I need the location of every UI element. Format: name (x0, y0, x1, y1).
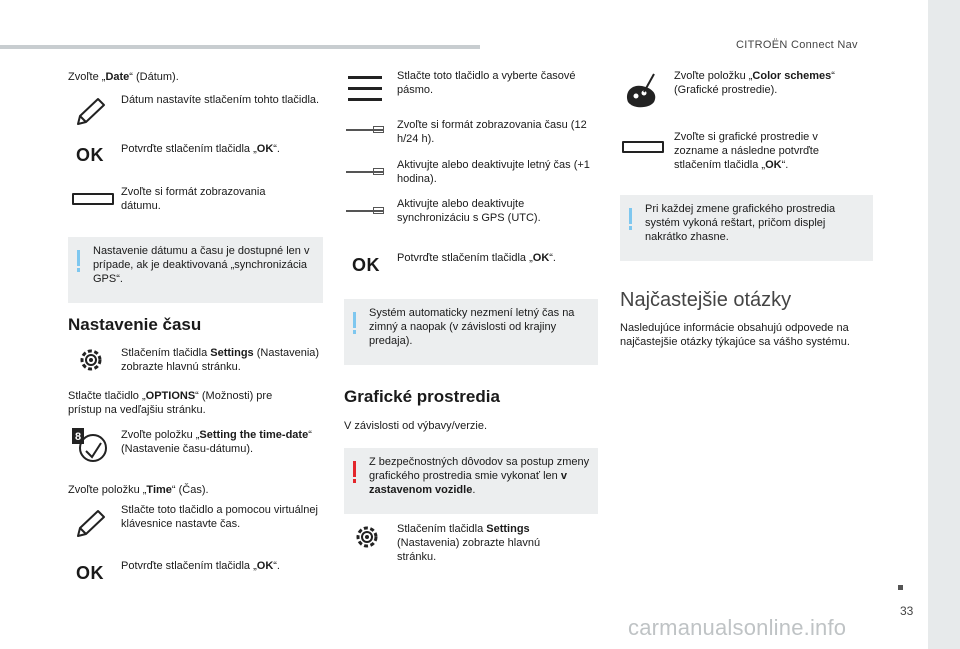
info-note-text: Nastavenie dátumu a času je dostupné len v prípade, ak je deaktivovaná „synchronizácia GPS“. (93, 245, 310, 285)
info-note-text: Pri každej zmene grafického prostredia systém vykoná reštart, pričom displej nakrátko zhasne. (645, 203, 836, 243)
info-note-dst (344, 299, 598, 365)
color-palette-icon (622, 72, 662, 112)
toggle-knob-icon (373, 126, 384, 133)
header-rule (0, 45, 480, 49)
toggle-bar-icon (72, 193, 114, 205)
warning-note (344, 448, 598, 514)
pencil-icon (74, 508, 108, 540)
warning-icon (353, 461, 356, 477)
info-note-gps (68, 237, 323, 303)
menu-list-icon (348, 76, 382, 101)
confirm-ok-text-2: Potvrďte stlačením tlačidla „OK“. (121, 560, 280, 572)
select-scheme-text: Zvoľte si grafické prostredie v zozname a následne potvrďte stlačením tlačidla „OK“. (674, 131, 819, 171)
setting-time-date-text: Zvoľte položku „Setting the time-date“ (Nastavenie času-dátumu). (121, 429, 312, 455)
info-icon (77, 250, 80, 266)
settings-gear-icon (352, 522, 382, 552)
section-heading-graphics: Grafické prostredia (344, 387, 500, 406)
info-icon (629, 208, 632, 224)
graphics-intro: V závislosti od výbavy/verzie. (344, 420, 488, 432)
ok-icon: OK (76, 563, 104, 583)
color-schemes-text: Zvoľte položku „Color schemes“ (Grafické prostredie). (674, 70, 835, 96)
timezone-text: Stlačte toto tlačidlo a vyberte časové pásmo. (397, 70, 576, 96)
section-heading-faq: Najčastejšie otázky (620, 289, 792, 311)
page-marker (898, 585, 903, 590)
toggle-bar-icon (622, 141, 664, 153)
confirm-ok-text-3: Potvrďte stlačením tlačidla „OK“. (397, 252, 556, 264)
summer-time-text: Aktivujte alebo deaktivujte letný čas (+1 hodina). (397, 159, 590, 185)
ok-icon: OK (352, 255, 380, 275)
options-text: Stlačte tlačidlo „OPTIONS“ (Možnosti) pre prístup na vedľajšiu stránku. (68, 390, 273, 416)
keyboard-time-text: Stlačte toto tlačidlo a pomocou virtuálnej klávesnice nastavte čas. (121, 504, 318, 530)
info-icon (353, 312, 356, 328)
toggle-knob-icon (373, 168, 384, 175)
info-note-restart (620, 195, 873, 261)
time-text: Zvoľte položku „Time“ (Čas). (68, 484, 209, 496)
warning-note-text: Z bezpečnostných dôvodov sa postup zmeny grafického prostredia smie vykonať len v zastavenom vozidle. (369, 456, 590, 496)
time-format-text: Zvoľte si formát zobrazovania času (12 h/24 h). (397, 119, 587, 145)
ok-icon: OK (76, 145, 104, 165)
toggle-knob-icon (373, 207, 384, 214)
section-heading-time: Nastavenie času (68, 315, 202, 334)
confirm-ok-text: Potvrďte stlačením tlačidla „OK“. (121, 143, 280, 155)
clock-settings-icon (70, 426, 110, 466)
brand-label: CITROËN Connect Nav (736, 39, 858, 51)
edit-date-text: Dátum nastavíte stlačením tohto tlačidla. (121, 94, 320, 106)
date-intro: Zvoľte „Date“ (Dátum). (68, 71, 179, 83)
settings-text: Stlačením tlačidla Settings (Nastavenia) zobrazte hlavnú stránku. (121, 347, 320, 373)
badge-number: 8 (74, 431, 82, 443)
settings-text-2: Stlačením tlačidla Settings (Nastavenia) zobrazte hlavnú stránku. (397, 523, 541, 563)
gps-sync-text: Aktivujte alebo deaktivujte synchronizáciu s GPS (UTC). (397, 198, 541, 224)
date-format-text: Zvoľte si formát zobrazovania dátumu. (121, 186, 266, 212)
info-note-text: Systém automaticky nezmení letný čas na zimný a naopak (v závislosti od krajiny predaja). (369, 307, 575, 347)
faq-intro: Nasledujúce informácie obsahujú odpovede na najčastejšie otázky týkajúce sa vášho systému. (620, 322, 850, 348)
pencil-icon (74, 96, 108, 128)
page-number: 33 (900, 604, 914, 618)
settings-gear-icon (76, 345, 106, 375)
page-edge-strip (928, 0, 960, 649)
watermark: carmanualsonline.info (628, 615, 847, 640)
